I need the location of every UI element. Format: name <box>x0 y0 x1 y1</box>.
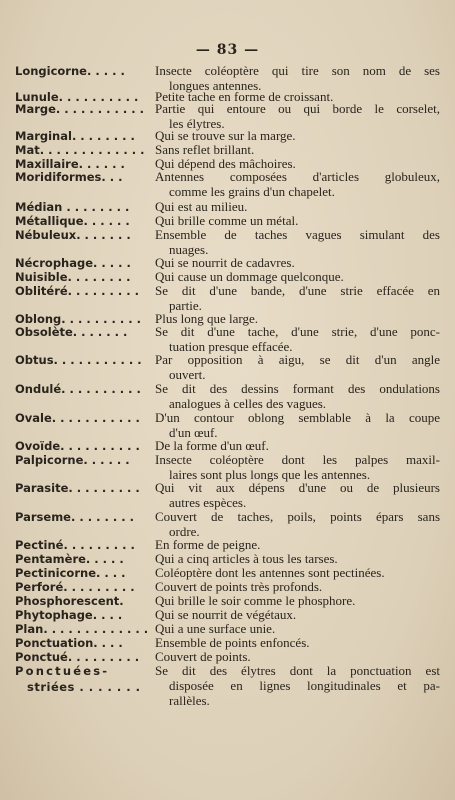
definition-line: ouvert. <box>169 367 206 382</box>
glossary-term-text: Ovale. . . . . . . . . . . <box>15 411 140 425</box>
glossary-entry <box>15 480 440 510</box>
definition-line: Qui brille le soir comme le phosphore. <box>155 593 356 608</box>
glossary-definition <box>155 142 440 157</box>
glossary-term-text: Plan. . . . . . . . . . . . . <box>15 622 149 636</box>
glossary-entry <box>15 452 440 482</box>
glossary-definition <box>155 607 440 622</box>
definition-line: laires sont plus longs que les antennes. <box>169 467 371 482</box>
glossary-entry <box>15 663 440 708</box>
glossary-term-text: Perforé. . . . . . . . . <box>15 580 135 594</box>
glossary-definition <box>155 352 440 382</box>
glossary-term-text: Moridiformes. . . <box>15 170 123 184</box>
glossary-term-text: Oblitéré. . . . . . . . . <box>15 284 140 298</box>
definition-line: Couvert de points très profonds. <box>155 579 323 594</box>
definition-line: autres espèces. <box>169 495 247 510</box>
glossary-term-text: Oblong. . . . . . . . . . <box>15 312 141 326</box>
definition-line: Se dit d'une tache, d'une strie, d'une ponc- <box>155 324 440 339</box>
glossary-term-text: Maxillaire. . . . . . <box>15 157 125 171</box>
glossary-term-text: Nécrophage. . . . . <box>15 256 131 270</box>
definition-line: Partie qui entoure ou qui borde le corselet, <box>155 101 440 116</box>
glossary-definition <box>155 324 440 354</box>
glossary-entry <box>15 352 440 382</box>
definition-line: Ensemble de taches vagues simulant des <box>155 227 440 242</box>
glossary-term <box>15 663 155 695</box>
glossary-definition <box>155 565 440 580</box>
page-number: — 83 — <box>195 42 260 58</box>
glossary-definition <box>155 621 440 636</box>
glossary-term <box>15 324 155 340</box>
definition-line: Se dit des dessins formant des ondulations <box>155 381 440 396</box>
glossary-term <box>15 509 155 525</box>
definition-line: Couvert de taches, poils, points épars sans <box>155 509 440 524</box>
definition-line: Plus long que large. <box>155 311 259 326</box>
definition-line: Qui dépend des mâchoires. <box>155 156 296 171</box>
glossary-term-text: Ponctué. . . . . . . . . <box>15 650 140 664</box>
glossary-definition <box>155 663 440 708</box>
glossary-term-text: Phytophage. . . . <box>15 608 123 622</box>
definition-line: comme les grains d'un chapelet. <box>169 184 335 199</box>
definition-line: Ensemble de points enfoncés. <box>155 635 310 650</box>
definition-line: Couvert de points. <box>155 649 251 664</box>
definition-line: Insecte coléoptère qui tire son nom de ses <box>155 63 440 78</box>
glossary-term-text: Ondulé. . . . . . . . . . <box>15 382 141 396</box>
definition-line: Qui vit aux dépens d'une ou de plusieurs <box>155 480 440 495</box>
definition-line: Petite tache en forme de croissant. <box>155 89 334 104</box>
glossary-term-text: Ponctuées- <box>15 664 110 678</box>
glossary-definition <box>155 381 440 411</box>
glossary-term-text: Ponctuation. . . . <box>15 636 123 650</box>
definition-line: d'un œuf. <box>169 425 218 440</box>
definition-line: D'un contour oblong semblable à la coupe <box>155 410 440 425</box>
glossary-term-text: Pectinicorne. . . . <box>15 566 126 580</box>
definition-line: rallèles. <box>169 693 210 708</box>
glossary-term <box>15 381 155 397</box>
definition-line: partie. <box>169 298 202 313</box>
glossary-definition <box>155 199 440 214</box>
definition-line: Qui est au milieu. <box>155 199 248 214</box>
glossary-entry <box>15 227 440 257</box>
definition-line: Se dit d'une bande, d'une strie effacée en <box>155 283 440 298</box>
glossary-definition <box>155 537 440 552</box>
glossary-entry <box>15 381 440 411</box>
glossary-definition <box>155 480 440 510</box>
glossary-term-text: Longicorne. . . . . <box>15 64 125 78</box>
glossary-term-text: Marge. . . . . . . . . . . <box>15 102 144 116</box>
definition-line: tuation presque effacée. <box>169 339 293 354</box>
glossary-term <box>15 63 155 79</box>
definition-line: Qui cause un dommage quelconque. <box>155 269 344 284</box>
glossary-definition <box>155 410 440 440</box>
definition-line: Se dit des élytres dont la ponctuation est <box>155 663 440 678</box>
glossary-term <box>15 101 155 117</box>
glossary-term-text: Marginal. . . . . . . . <box>15 129 135 143</box>
glossary-term-text: Obtus. . . . . . . . . . . <box>15 353 142 367</box>
glossary-entry <box>15 324 440 354</box>
definition-line: Par opposition à aigu, se dit d'un angle <box>155 352 440 367</box>
glossary-definition <box>155 593 440 608</box>
definition-line: Qui se nourrit de cadavres. <box>155 255 295 270</box>
definition-line: Sans reflet brillant. <box>155 142 255 157</box>
glossary-term <box>15 283 155 299</box>
glossary-term <box>15 352 155 368</box>
glossary-definition <box>155 509 440 539</box>
definition-line: Qui a une surface unie. <box>155 621 276 636</box>
definition-line: les élytres. <box>169 116 225 131</box>
glossary-definition <box>155 128 440 143</box>
glossary-term-text: Pentamère. . . . . <box>15 552 124 566</box>
glossary-definition <box>155 213 440 228</box>
definition-line: disposée en lignes longitudinales et pa- <box>169 678 440 693</box>
glossary-term-text: Lunule. . . . . . . . . . <box>15 90 139 104</box>
glossary-term <box>15 169 155 185</box>
definition-line: Qui se trouve sur la marge. <box>155 128 296 143</box>
glossary-term <box>15 227 155 243</box>
definition-line: De la forme d'un œuf. <box>155 438 269 453</box>
definition-line: analogues à celles des vagues. <box>169 396 327 411</box>
glossary-entry <box>15 410 440 440</box>
definition-line: Qui brille comme un métal. <box>155 213 299 228</box>
glossary-definition <box>155 649 440 664</box>
glossary-term-text: Nébuleux. . . . . . . <box>15 228 131 242</box>
glossary-term-text: Ovoïde. . . . . . . . . . <box>15 439 140 453</box>
glossary-term-text: Parseme. . . . . . . . <box>15 510 134 524</box>
definition-line: En forme de peigne. <box>155 537 261 552</box>
definition-line: Qui se nourrit de végétaux. <box>155 607 297 622</box>
glossary-term-text-cont: striées . . . . . . . <box>27 680 141 694</box>
glossary-entry <box>15 283 440 313</box>
glossary-entry <box>15 169 440 199</box>
definition-line: Coléoptère dont les antennes sont pectinées. <box>155 565 385 580</box>
glossary-term-text: Métallique. . . . . . <box>15 214 130 228</box>
glossary-term-text: Nuisible. . . . . . . . <box>15 270 131 284</box>
glossary-term-text: Palpicorne. . . . . . <box>15 453 130 467</box>
glossary-definition <box>155 551 440 566</box>
definition-line: ordre. <box>169 524 200 539</box>
glossary-definition <box>155 635 440 650</box>
glossary-term-text: Parasite. . . . . . . . . <box>15 481 140 495</box>
glossary-term-text: Phosphorescent. <box>15 594 124 608</box>
glossary-term <box>15 452 155 468</box>
definition-line: nuages. <box>169 242 209 257</box>
glossary-term-text: Médian . . . . . . . . <box>15 200 130 214</box>
glossary-term-text: Mat. . . . . . . . . . . . . <box>15 143 145 157</box>
glossary-term-text: Obsolète. . . . . . . <box>15 325 128 339</box>
glossary-definition <box>155 452 440 482</box>
glossary-term-text: Pectiné. . . . . . . . . <box>15 538 135 552</box>
glossary-definition <box>155 579 440 594</box>
glossary-definition <box>155 227 440 257</box>
glossary-definition <box>155 101 440 131</box>
glossary-entry <box>15 509 440 539</box>
glossary-definition <box>155 283 440 313</box>
glossary-definition <box>155 438 440 453</box>
definition-line: Qui a cinq articles à tous les tarses. <box>155 551 338 566</box>
glossary-term <box>15 480 155 496</box>
definition-line: Insecte coléoptère dont les palpes maxil- <box>155 452 440 467</box>
glossary-term <box>15 410 155 426</box>
glossary-definition <box>155 169 440 199</box>
definition-line: longues antennes. <box>169 78 262 93</box>
glossary-definition <box>155 269 440 284</box>
definition-line: Antennes composées d'articles globuleux, <box>155 169 440 184</box>
glossary-definition <box>155 255 440 270</box>
glossary-entry <box>15 101 440 131</box>
